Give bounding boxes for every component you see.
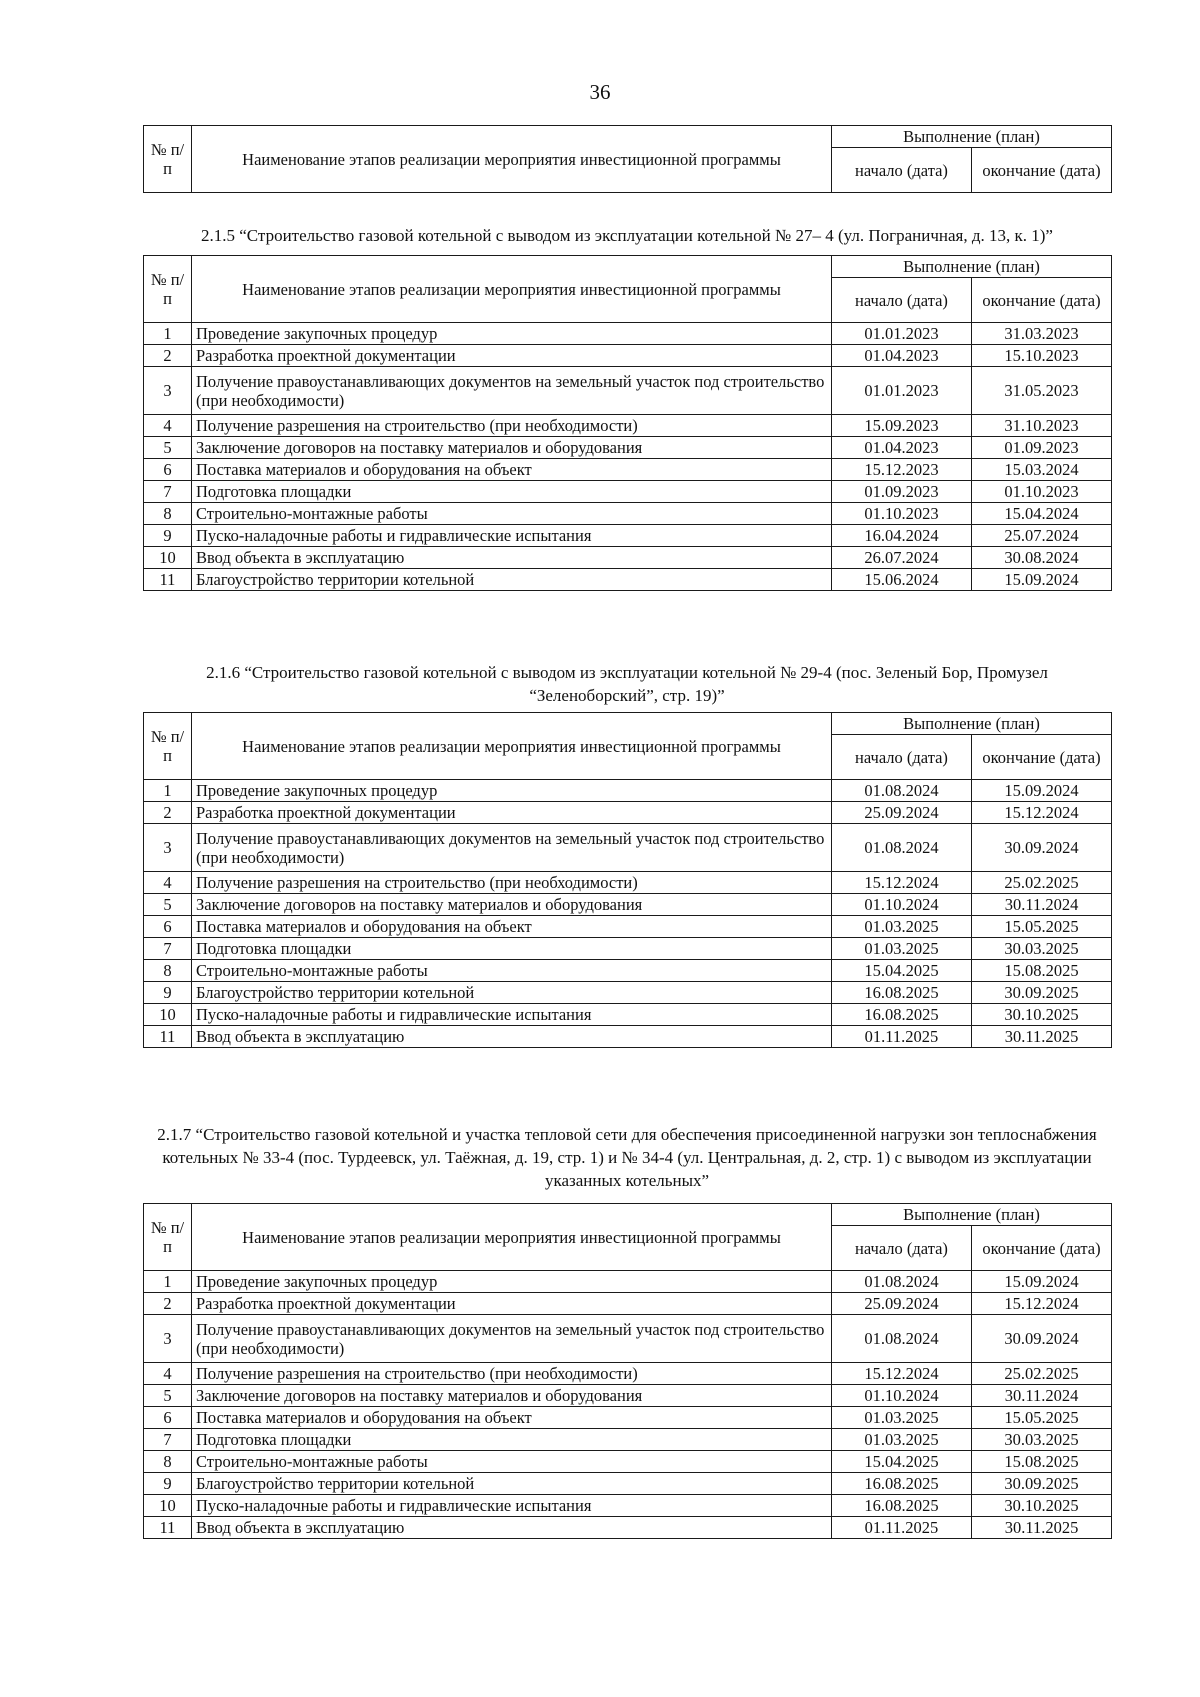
end-date: 15.05.2025 [972,916,1112,938]
stage-name: Пуско-наладочные работы и гидравлические испытания [192,1495,832,1517]
stage-name: Заключение договоров на поставку материалов и оборудования [192,1385,832,1407]
row-number: 7 [144,481,192,503]
end-date: 15.05.2025 [972,1407,1112,1429]
row-number: 6 [144,459,192,481]
end-date: 15.10.2023 [972,345,1112,367]
end-date: 15.03.2024 [972,459,1112,481]
stage-name: Получение разрешения на строительство (при необходимости) [192,1363,832,1385]
stage-name: Подготовка площадки [192,1429,832,1451]
header-end: окончание (дата) [972,1226,1112,1271]
header-end: окончание (дата) [972,148,1112,193]
stage-name: Разработка проектной документации [192,802,832,824]
table-row [144,1385,1112,1407]
start-date: 01.01.2023 [832,367,972,415]
continued-header-table [143,125,1112,193]
table-row [144,1473,1112,1495]
row-number: 8 [144,960,192,982]
row-number: 6 [144,916,192,938]
table-row [144,569,1112,591]
row-number: 5 [144,1385,192,1407]
end-date: 15.04.2024 [972,503,1112,525]
row-number: 5 [144,894,192,916]
header-start: начало (дата) [832,735,972,780]
header-execution: Выполнение (план) [832,126,1112,148]
start-date: 15.04.2025 [832,960,972,982]
header-num: № п/п [144,126,192,193]
table-row [144,415,1112,437]
stage-name: Разработка проектной документации [192,345,832,367]
header-name: Наименование этапов реализации мероприятия инвестиционной программы [192,1204,832,1271]
row-number: 8 [144,1451,192,1473]
stage-name: Проведение закупочных процедур [192,780,832,802]
start-date: 25.09.2024 [832,1293,972,1315]
end-date: 31.05.2023 [972,367,1112,415]
row-number: 1 [144,780,192,802]
header-end: окончание (дата) [972,278,1112,323]
table-row [144,1293,1112,1315]
stage-name: Получение разрешения на строительство (при необходимости) [192,415,832,437]
stage-name: Ввод объекта в эксплуатацию [192,1026,832,1048]
start-date: 01.04.2023 [832,437,972,459]
start-date: 16.08.2025 [832,1495,972,1517]
header-end: окончание (дата) [972,735,1112,780]
row-number: 5 [144,437,192,459]
row-number: 4 [144,1363,192,1385]
end-date: 30.08.2024 [972,547,1112,569]
start-date: 15.06.2024 [832,569,972,591]
end-date: 30.09.2024 [972,824,1112,872]
row-number: 2 [144,802,192,824]
start-date: 26.07.2024 [832,547,972,569]
stage-name: Подготовка площадки [192,481,832,503]
end-date: 25.02.2025 [972,872,1112,894]
stage-name: Поставка материалов и оборудования на объект [192,1407,832,1429]
end-date: 25.02.2025 [972,1363,1112,1385]
end-date: 30.11.2025 [972,1026,1112,1048]
row-number: 10 [144,1004,192,1026]
table-row [144,938,1112,960]
end-date: 15.08.2025 [972,960,1112,982]
row-number: 3 [144,824,192,872]
stage-name: Заключение договоров на поставку материалов и оборудования [192,437,832,459]
section-title: 2.1.5 “Строительство газовой котельной с выводом из эксплуатации котельной № 27– 4 (ул. Пограничная, д. 13, к. 1)” [201,226,1053,245]
header-name: Наименование этапов реализации мероприятия инвестиционной программы [192,256,832,323]
row-number: 3 [144,367,192,415]
table-row [144,1495,1112,1517]
end-date: 31.10.2023 [972,415,1112,437]
start-date: 16.08.2025 [832,1004,972,1026]
stage-name: Заключение договоров на поставку материалов и оборудования [192,894,832,916]
end-date: 30.09.2025 [972,1473,1112,1495]
start-date: 01.09.2023 [832,481,972,503]
table-row [144,824,1112,872]
stage-name: Получение правоустанавливающих документов на земельный участок под строительство (при необходимости) [192,367,832,415]
schedule-table [143,712,1112,1048]
start-date: 01.10.2023 [832,503,972,525]
section-title: 2.1.6 “Строительство газовой котельной с выводом из эксплуатации котельной № 29-4 (пос. Зеленый Бор, Промузел “Зеленоборский”, стр. 19)” [206,663,1048,705]
end-date: 30.09.2025 [972,982,1112,1004]
table-row [144,982,1112,1004]
stage-name: Пуско-наладочные работы и гидравлические испытания [192,525,832,547]
end-date: 30.09.2024 [972,1315,1112,1363]
table-row [144,780,1112,802]
header-num: № п/п [144,1204,192,1271]
start-date: 25.09.2024 [832,802,972,824]
table-row [144,503,1112,525]
end-date: 30.11.2025 [972,1517,1112,1539]
table-row [144,1026,1112,1048]
stage-name: Ввод объекта в эксплуатацию [192,1517,832,1539]
start-date: 01.03.2025 [832,1407,972,1429]
end-date: 15.09.2024 [972,1271,1112,1293]
stage-name: Разработка проектной документации [192,1293,832,1315]
row-number: 10 [144,1495,192,1517]
row-number: 2 [144,345,192,367]
start-date: 01.08.2024 [832,1315,972,1363]
table-row [144,802,1112,824]
header-start: начало (дата) [832,278,972,323]
row-number: 1 [144,323,192,345]
header-execution: Выполнение (план) [832,1204,1112,1226]
end-date: 25.07.2024 [972,525,1112,547]
table-row [144,345,1112,367]
start-date: 01.08.2024 [832,780,972,802]
header-name: Наименование этапов реализации мероприятия инвестиционной программы [192,126,832,193]
header-num: № п/п [144,256,192,323]
table-row [144,481,1112,503]
schedule-body [144,256,1112,591]
table-row [144,1363,1112,1385]
row-number: 4 [144,415,192,437]
start-date: 01.11.2025 [832,1026,972,1048]
stage-name: Строительно-монтажные работы [192,960,832,982]
table-row [144,437,1112,459]
table-row [144,1271,1112,1293]
end-date: 31.03.2023 [972,323,1112,345]
end-date: 30.11.2024 [972,894,1112,916]
table-row [144,1429,1112,1451]
schedule-body [144,713,1112,1048]
page-number: 36 [589,80,611,104]
table-row [144,1315,1112,1363]
end-date: 15.08.2025 [972,1451,1112,1473]
header-start: начало (дата) [832,148,972,193]
schedule-table [143,255,1112,591]
header-name: Наименование этапов реализации мероприятия инвестиционной программы [192,713,832,780]
header-execution: Выполнение (план) [832,256,1112,278]
row-number: 3 [144,1315,192,1363]
start-date: 01.04.2023 [832,345,972,367]
start-date: 01.03.2025 [832,916,972,938]
start-date: 01.03.2025 [832,938,972,960]
start-date: 01.10.2024 [832,1385,972,1407]
stage-name: Благоустройство территории котельной [192,982,832,1004]
start-date: 15.04.2025 [832,1451,972,1473]
stage-name: Проведение закупочных процедур [192,1271,832,1293]
stage-name: Поставка материалов и оборудования на объект [192,459,832,481]
start-date: 01.03.2025 [832,1429,972,1451]
table-row [144,323,1112,345]
table-row [144,459,1112,481]
table-row [144,525,1112,547]
start-date: 15.12.2023 [832,459,972,481]
start-date: 01.11.2025 [832,1517,972,1539]
start-date: 15.12.2024 [832,1363,972,1385]
stage-name: Получение разрешения на строительство (при необходимости) [192,872,832,894]
end-date: 30.10.2025 [972,1004,1112,1026]
end-date: 15.09.2024 [972,569,1112,591]
row-number: 7 [144,938,192,960]
table-row [144,960,1112,982]
stage-name: Проведение закупочных процедур [192,323,832,345]
header-num: № п/п [144,713,192,780]
table-row [144,1004,1112,1026]
end-date: 30.03.2025 [972,1429,1112,1451]
header-start: начало (дата) [832,1226,972,1271]
schedule-body [144,1204,1112,1539]
row-number: 7 [144,1429,192,1451]
end-date: 30.10.2025 [972,1495,1112,1517]
stage-name: Благоустройство территории котельной [192,1473,832,1495]
row-number: 2 [144,1293,192,1315]
table-row [144,367,1112,415]
row-number: 9 [144,1473,192,1495]
stage-name: Ввод объекта в эксплуатацию [192,547,832,569]
row-number: 11 [144,1517,192,1539]
end-date: 30.11.2024 [972,1385,1112,1407]
end-date: 15.12.2024 [972,1293,1112,1315]
table-row [144,1451,1112,1473]
row-number: 10 [144,547,192,569]
row-number: 9 [144,982,192,1004]
stage-name: Благоустройство территории котельной [192,569,832,591]
row-number: 11 [144,569,192,591]
start-date: 01.08.2024 [832,824,972,872]
row-number: 9 [144,525,192,547]
table-row [144,1517,1112,1539]
section-title: 2.1.7 “Строительство газовой котельной и участка тепловой сети для обеспечения присоединенной нагрузки зон теплоснабжения котельных № 33-4 (пос. Турдеевск, ул. Таёжная, д. 19, стр. 1) и № 34-4 (ул. Центральная, д. 2, стр. 1) с выводом из эксплуатации указанных котельных” [157,1125,1097,1190]
row-number: 6 [144,1407,192,1429]
stage-name: Получение правоустанавливающих документов на земельный участок под строительство (при необходимости) [192,824,832,872]
end-date: 01.09.2023 [972,437,1112,459]
start-date: 15.09.2023 [832,415,972,437]
table-row [144,1407,1112,1429]
table-row [144,916,1112,938]
stage-name: Пуско-наладочные работы и гидравлические испытания [192,1004,832,1026]
table-row [144,547,1112,569]
stage-name: Поставка материалов и оборудования на объект [192,916,832,938]
table-row [144,872,1112,894]
end-date: 15.12.2024 [972,802,1112,824]
stage-name: Подготовка площадки [192,938,832,960]
stage-name: Получение правоустанавливающих документов на земельный участок под строительство (при необходимости) [192,1315,832,1363]
start-date: 01.10.2024 [832,894,972,916]
end-date: 01.10.2023 [972,481,1112,503]
row-number: 4 [144,872,192,894]
start-date: 16.08.2025 [832,982,972,1004]
row-number: 11 [144,1026,192,1048]
start-date: 15.12.2024 [832,872,972,894]
table-row [144,894,1112,916]
stage-name: Строительно-монтажные работы [192,1451,832,1473]
end-date: 15.09.2024 [972,780,1112,802]
start-date: 01.08.2024 [832,1271,972,1293]
row-number: 8 [144,503,192,525]
stage-name: Строительно-монтажные работы [192,503,832,525]
header-execution: Выполнение (план) [832,713,1112,735]
start-date: 16.04.2024 [832,525,972,547]
end-date: 30.03.2025 [972,938,1112,960]
start-date: 01.01.2023 [832,323,972,345]
row-number: 1 [144,1271,192,1293]
start-date: 16.08.2025 [832,1473,972,1495]
schedule-table [143,1203,1112,1539]
